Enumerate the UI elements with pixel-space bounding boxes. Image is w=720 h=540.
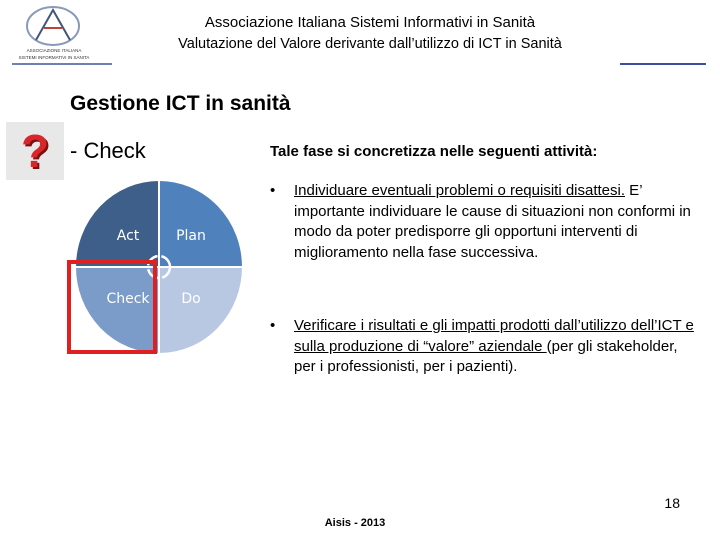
quadrant-plan — [159, 180, 243, 267]
header-rule-right — [620, 63, 706, 65]
header-subtitle: Valutazione del Valore derivante dall’utilizzo di ICT in Sanità — [178, 36, 562, 52]
quadrant-label-plan: Plan — [176, 228, 206, 244]
phase-label: - Check — [70, 138, 146, 163]
logo-text-line1: ASSOCIAZIONE ITALIANA — [26, 48, 82, 53]
footer-text: Aisis - 2013 — [324, 517, 386, 529]
header-title: Associazione Italiana Sistemi Informativi in Sanità — [204, 14, 536, 31]
aisis-logo — [8, 4, 100, 64]
page-number: 18 — [664, 495, 680, 511]
header-rule-left — [12, 63, 112, 65]
bullet-underlined-text: Individuare eventuali problemi o requisiti disattesi. — [294, 182, 626, 199]
bullet-dot: • — [270, 182, 276, 199]
bullet-text: (per gli stakeholder, per i professionisti, per i pazienti). — [294, 337, 678, 375]
bullet-dot: • — [270, 317, 276, 334]
logo-text-line2: SISTEMI INFORMATIVI IN SANITA — [18, 55, 90, 60]
check-highlight-frame — [67, 260, 157, 354]
bullet-text: E’ importante individuare le cause di situazioni non conformi in modo da poter predisporre gli opportuni interventi di miglioramento nella fase successiva. — [294, 182, 691, 261]
quadrant-label-act: Act — [116, 228, 140, 244]
bullet-underlined-text: Verificare i risultati e gli impatti prodotti dall’utilizzo dell’ICT e sulla produzione di “valore” aziendale — [294, 317, 694, 355]
question-mark-icon: ? — [6, 122, 64, 180]
intro-text: Tale fase si concretizza nelle seguenti attività: — [270, 143, 598, 160]
quadrant-label-check: Check — [106, 291, 150, 307]
quadrant-act — [75, 180, 159, 267]
section-title: Gestione ICT in sanità — [70, 92, 291, 115]
quadrant-do — [159, 267, 243, 354]
quadrant-label-do: Do — [181, 291, 201, 307]
